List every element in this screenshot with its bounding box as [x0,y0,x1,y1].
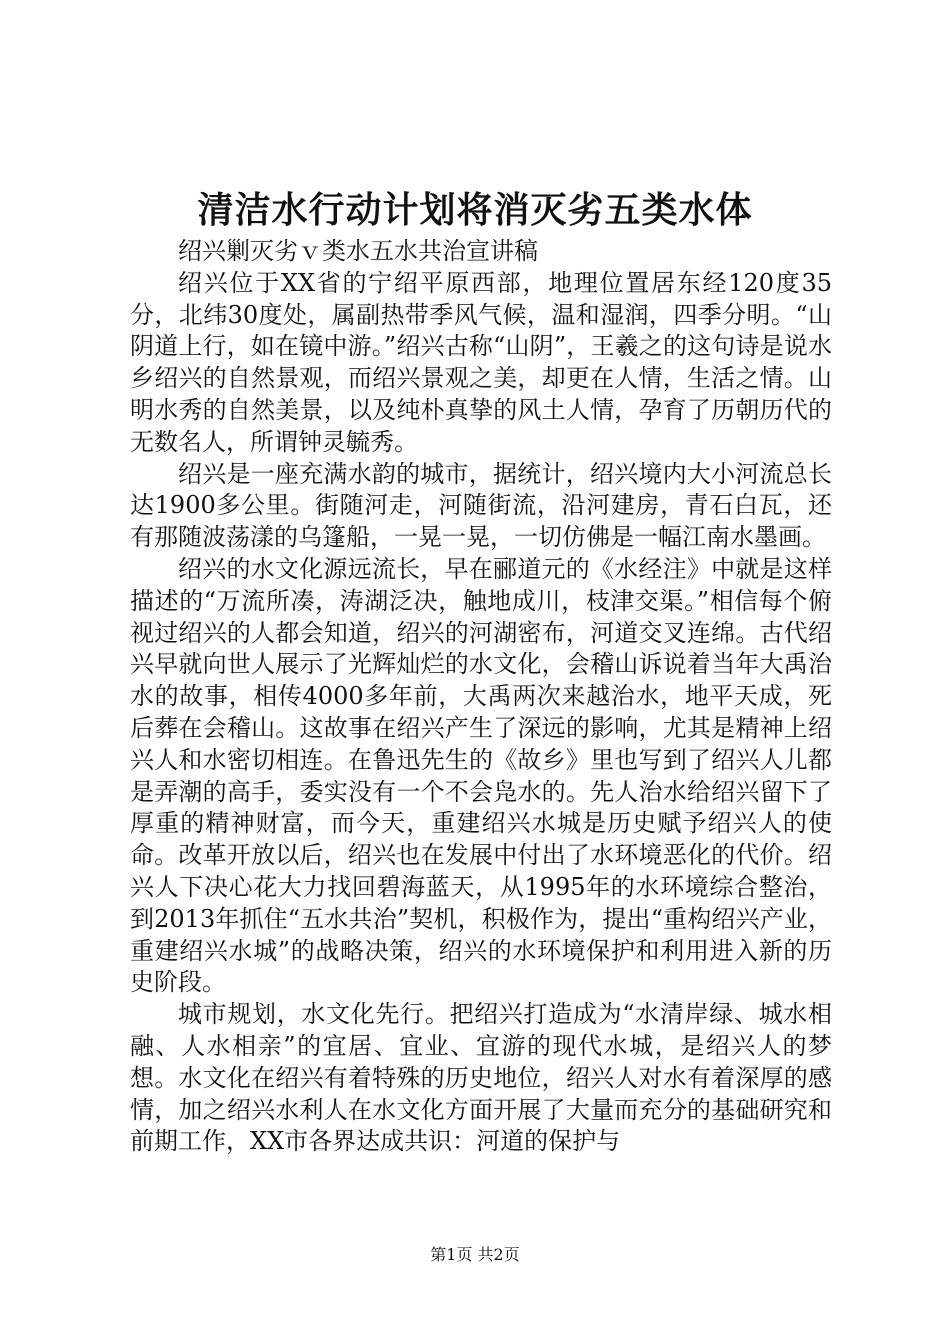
paragraph-water-city: 绍兴是一座充满水韵的城市，据统计，绍兴境内大小河流总长达1900多公里。街随河走，河随街流，沿河建房，青石白瓦，还有那随波荡漾的乌篷船，一晃一晃，一切仿佛是一幅江南水墨画。 [130,459,832,552]
paragraph-city-planning: 城市规划，水文化先行。把绍兴打造成为“水清岸绿、城水相融、人水相亲”的宜居、宜业、宜游的现代水城，是绍兴人的梦想。水文化在绍兴有着特殊的历史地位，绍兴人对水有着深厚的感情，加之绍兴水利人在水文化方面开展了大量而充分的基础研究和前期工作，XX市各界达成共识：河道的保护与 [130,1000,832,1156]
document-body [130,236,832,1158]
page-number: 第1页 共2页 [430,1245,520,1264]
document-title: 清洁水行动计划将消灭劣五类水体 [197,189,753,231]
paragraph-water-culture: 绍兴的水文化源远流长，早在郦道元的《水经注》中就是这样描述的“万流所凑，涛湖泛决，触地成川，枝津交渠。”相信每个俯视过绍兴的人都会知道，绍兴的河湖密布，河道交叉连绵。古代绍兴早就向世人展示了光辉灿烂的水文化，会稽山诉说着当年大禹治水的故事，相传4000多年前，大禹两次来越治水，地平天成，死后葬在会稽山。这故事在绍兴产生了深远的影响，尤其是精神上绍兴人和水密切相连。在鲁迅先生的《故乡》里也写到了绍兴人儿都是弄潮的高手，委实没有一个不会凫水的。先人治水给绍兴留下了厚重的精神财富，而今天，重建绍兴水城是历史赋予绍兴人的使命。改革开放以后，绍兴也在发展中付出了水环境恶化的代价。绍兴人下决心花大力找回碧海蓝天，从1995年的水环境综合整治，到2013年抓住“五水共治”契机，积极作为，提出“重构绍兴产业，重建绍兴水城”的战略决策，绍兴的水环境保护和利用进入新的历史阶段。 [130,554,832,997]
paragraph-geography: 绍兴位于XX省的宁绍平原西部，地理位置居东经120度35分，北纬30度处，属副热带季风气候，温和湿润，四季分明。“山阴道上行，如在镜中游。”绍兴古称“山阴”，王羲之的这句诗是说水乡绍兴的自然景观，而绍兴景观之美，却更在人情，生活之情。山明水秀的自然美景，以及纯朴真挚的风土人情，孕育了历朝历代的无数名人，所谓钟灵毓秀。 [130,268,832,456]
paragraph-subtitle: 绍兴剿灭劣ｖ类水五水共治宣讲稿 [178,237,538,265]
page-footer [0,1244,950,1266]
